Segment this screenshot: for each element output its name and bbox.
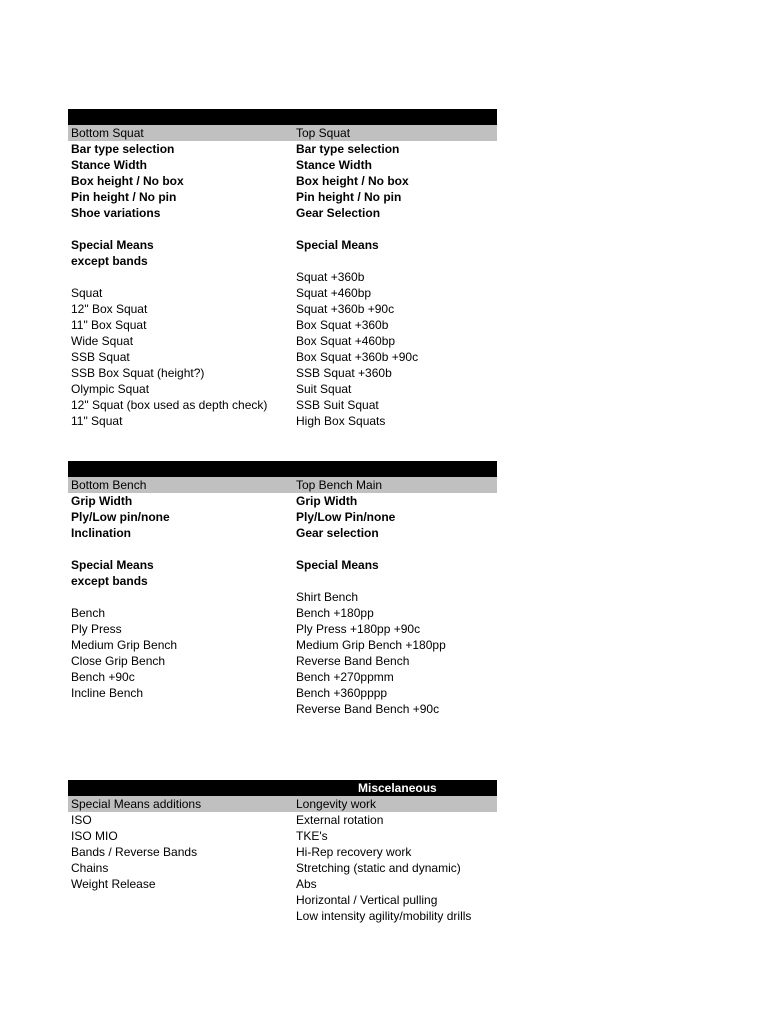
misc-row <box>68 860 497 876</box>
misc-header-row <box>68 796 497 812</box>
squat-cell-left: 11" Squat <box>71 414 123 428</box>
squat-cell-left: Wide Squat <box>71 334 134 348</box>
bench-cell-right: Bench +270ppmm <box>296 670 394 684</box>
bench-row <box>68 605 497 621</box>
misc-cell-left: ISO MIO <box>71 829 118 843</box>
squat-row <box>68 221 497 237</box>
squat-cell-left: Olympic Squat <box>71 382 150 396</box>
squat-row <box>68 365 497 381</box>
bench-cell-left: Bench +90c <box>71 670 135 684</box>
squat-rows <box>68 141 497 429</box>
squat-cell-left: Special Means <box>71 238 154 252</box>
bench-cell-right: Reverse Band Bench <box>296 654 410 668</box>
squat-row <box>68 381 497 397</box>
bench-cell-right: Grip Width <box>296 494 358 508</box>
bench-row <box>68 541 497 557</box>
squat-cell-right: Bar type selection <box>296 142 400 156</box>
squat-cell-right: Squat +460bp <box>296 286 372 300</box>
squat-row <box>68 317 497 333</box>
misc-row <box>68 844 497 860</box>
squat-row <box>68 413 497 429</box>
misc-section <box>68 780 497 924</box>
bench-header-row <box>68 477 497 493</box>
squat-header-row <box>68 125 497 141</box>
bench-cell-right: Bench +360pppp <box>296 686 388 700</box>
bench-cell-left: Close Grip Bench <box>71 654 166 668</box>
squat-cell-right: Special Means <box>296 238 379 252</box>
bench-cell-left: Ply Press <box>71 622 122 636</box>
squat-header-right: Top Squat <box>296 126 351 140</box>
squat-cell-left: 11" Box Squat <box>71 318 147 332</box>
squat-cell-left: Pin height / No pin <box>71 190 177 204</box>
bench-cell-right: Reverse Band Bench +90c <box>296 702 440 716</box>
squat-cell-left: 12" Squat (box used as depth check) <box>71 398 268 412</box>
squat-cell-left: Stance Width <box>71 158 147 172</box>
squat-header-left: Bottom Squat <box>71 126 144 140</box>
bench-row <box>68 669 497 685</box>
squat-cell-left: except bands <box>71 254 148 268</box>
squat-row <box>68 349 497 365</box>
bench-cell-left: Inclination <box>71 526 131 540</box>
misc-row <box>68 908 497 924</box>
squat-cell-right: Box Squat +360b +90c <box>296 350 419 364</box>
squat-row <box>68 141 497 157</box>
misc-header-right: Longevity work <box>296 797 377 811</box>
squat-cell-left: Box height / No box <box>71 174 184 188</box>
squat-cell-left: Bar type selection <box>71 142 175 156</box>
squat-cell-right: Gear Selection <box>296 206 381 220</box>
bench-row <box>68 493 497 509</box>
bench-row <box>68 701 497 717</box>
misc-cell-left: Weight Release <box>71 877 156 891</box>
squat-row <box>68 189 497 205</box>
bench-cell-left: Incline Bench <box>71 686 144 700</box>
misc-cell-left: Bands / Reverse Bands <box>71 845 198 859</box>
squat-cell-left: Squat <box>71 286 103 300</box>
squat-cell-right: Stance Width <box>296 158 372 172</box>
squat-cell-right: Squat +360b +90c <box>296 302 395 316</box>
bench-row <box>68 557 497 573</box>
misc-cell-left: Chains <box>71 861 109 875</box>
squat-section <box>68 109 497 429</box>
squat-row <box>68 157 497 173</box>
bench-cell-right: Ply Press +180pp +90c <box>296 622 421 636</box>
squat-row <box>68 253 497 269</box>
bench-header-left: Bottom Bench <box>71 478 147 492</box>
bench-cell-left: except bands <box>71 574 148 588</box>
bench-row <box>68 589 497 605</box>
squat-cell-right: SSB Squat +360b <box>296 366 392 380</box>
squat-cell-right: Box height / No box <box>296 174 409 188</box>
misc-row <box>68 876 497 892</box>
squat-cell-right: Box Squat +360b <box>296 318 389 332</box>
bench-row <box>68 525 497 541</box>
squat-cell-right: Squat +360b <box>296 270 365 284</box>
bench-cell-right: Gear selection <box>296 526 379 540</box>
squat-cell-left: 12" Box Squat <box>71 302 148 316</box>
misc-rows <box>68 812 497 924</box>
squat-cell-right: Pin height / No pin <box>296 190 402 204</box>
misc-cell-right: Low intensity agility/mobility drills <box>296 909 472 923</box>
misc-cell-right: External rotation <box>296 813 384 827</box>
misc-row <box>68 812 497 828</box>
squat-row <box>68 205 497 221</box>
bench-header-right: Top Bench Main <box>296 478 383 492</box>
bench-cell-right: Bench +180pp <box>296 606 374 620</box>
misc-row <box>68 892 497 908</box>
squat-cell-left: Shoe variations <box>71 206 161 220</box>
misc-cell-right: Abs <box>296 877 317 891</box>
bench-section <box>68 461 497 717</box>
bench-row <box>68 621 497 637</box>
bench-row <box>68 573 497 589</box>
squat-row <box>68 333 497 349</box>
squat-cell-left: SSB Squat <box>71 350 130 364</box>
misc-title: Miscelaneous <box>358 781 437 795</box>
misc-cell-right: Horizontal / Vertical pulling <box>296 893 438 907</box>
squat-cell-right: Suit Squat <box>296 382 352 396</box>
squat-cell-right: High Box Squats <box>296 414 386 428</box>
squat-cell-left: SSB Box Squat (height?) <box>71 366 205 380</box>
misc-section-bar <box>68 780 497 796</box>
bench-cell-left: Ply/Low pin/none <box>71 510 170 524</box>
squat-row <box>68 397 497 413</box>
squat-section-bar <box>68 109 497 125</box>
bench-cell-right: Special Means <box>296 558 379 572</box>
misc-cell-right: Hi-Rep recovery work <box>296 845 412 859</box>
bench-section-bar <box>68 461 497 477</box>
squat-cell-right: Box Squat +460bp <box>296 334 396 348</box>
misc-row <box>68 828 497 844</box>
squat-row <box>68 285 497 301</box>
bench-cell-left: Medium Grip Bench <box>71 638 178 652</box>
bench-cell-right: Medium Grip Bench +180pp <box>296 638 446 652</box>
misc-header-left: Special Means additions <box>71 797 202 811</box>
squat-row <box>68 269 497 285</box>
bench-cell-left: Special Means <box>71 558 154 572</box>
bench-row <box>68 685 497 701</box>
squat-row <box>68 237 497 253</box>
misc-cell-right: TKE's <box>296 829 328 843</box>
bench-cell-right: Ply/Low Pin/none <box>296 510 396 524</box>
misc-cell-right: Stretching (static and dynamic) <box>296 861 461 875</box>
squat-cell-right: SSB Suit Squat <box>296 398 379 412</box>
bench-cell-right: Shirt Bench <box>296 590 359 604</box>
squat-row <box>68 173 497 189</box>
bench-row <box>68 653 497 669</box>
bench-cell-left: Bench <box>71 606 106 620</box>
bench-cell-left: Grip Width <box>71 494 133 508</box>
bench-rows <box>68 493 497 717</box>
bench-row <box>68 637 497 653</box>
squat-row <box>68 301 497 317</box>
misc-cell-left: ISO <box>71 813 92 827</box>
bench-row <box>68 509 497 525</box>
